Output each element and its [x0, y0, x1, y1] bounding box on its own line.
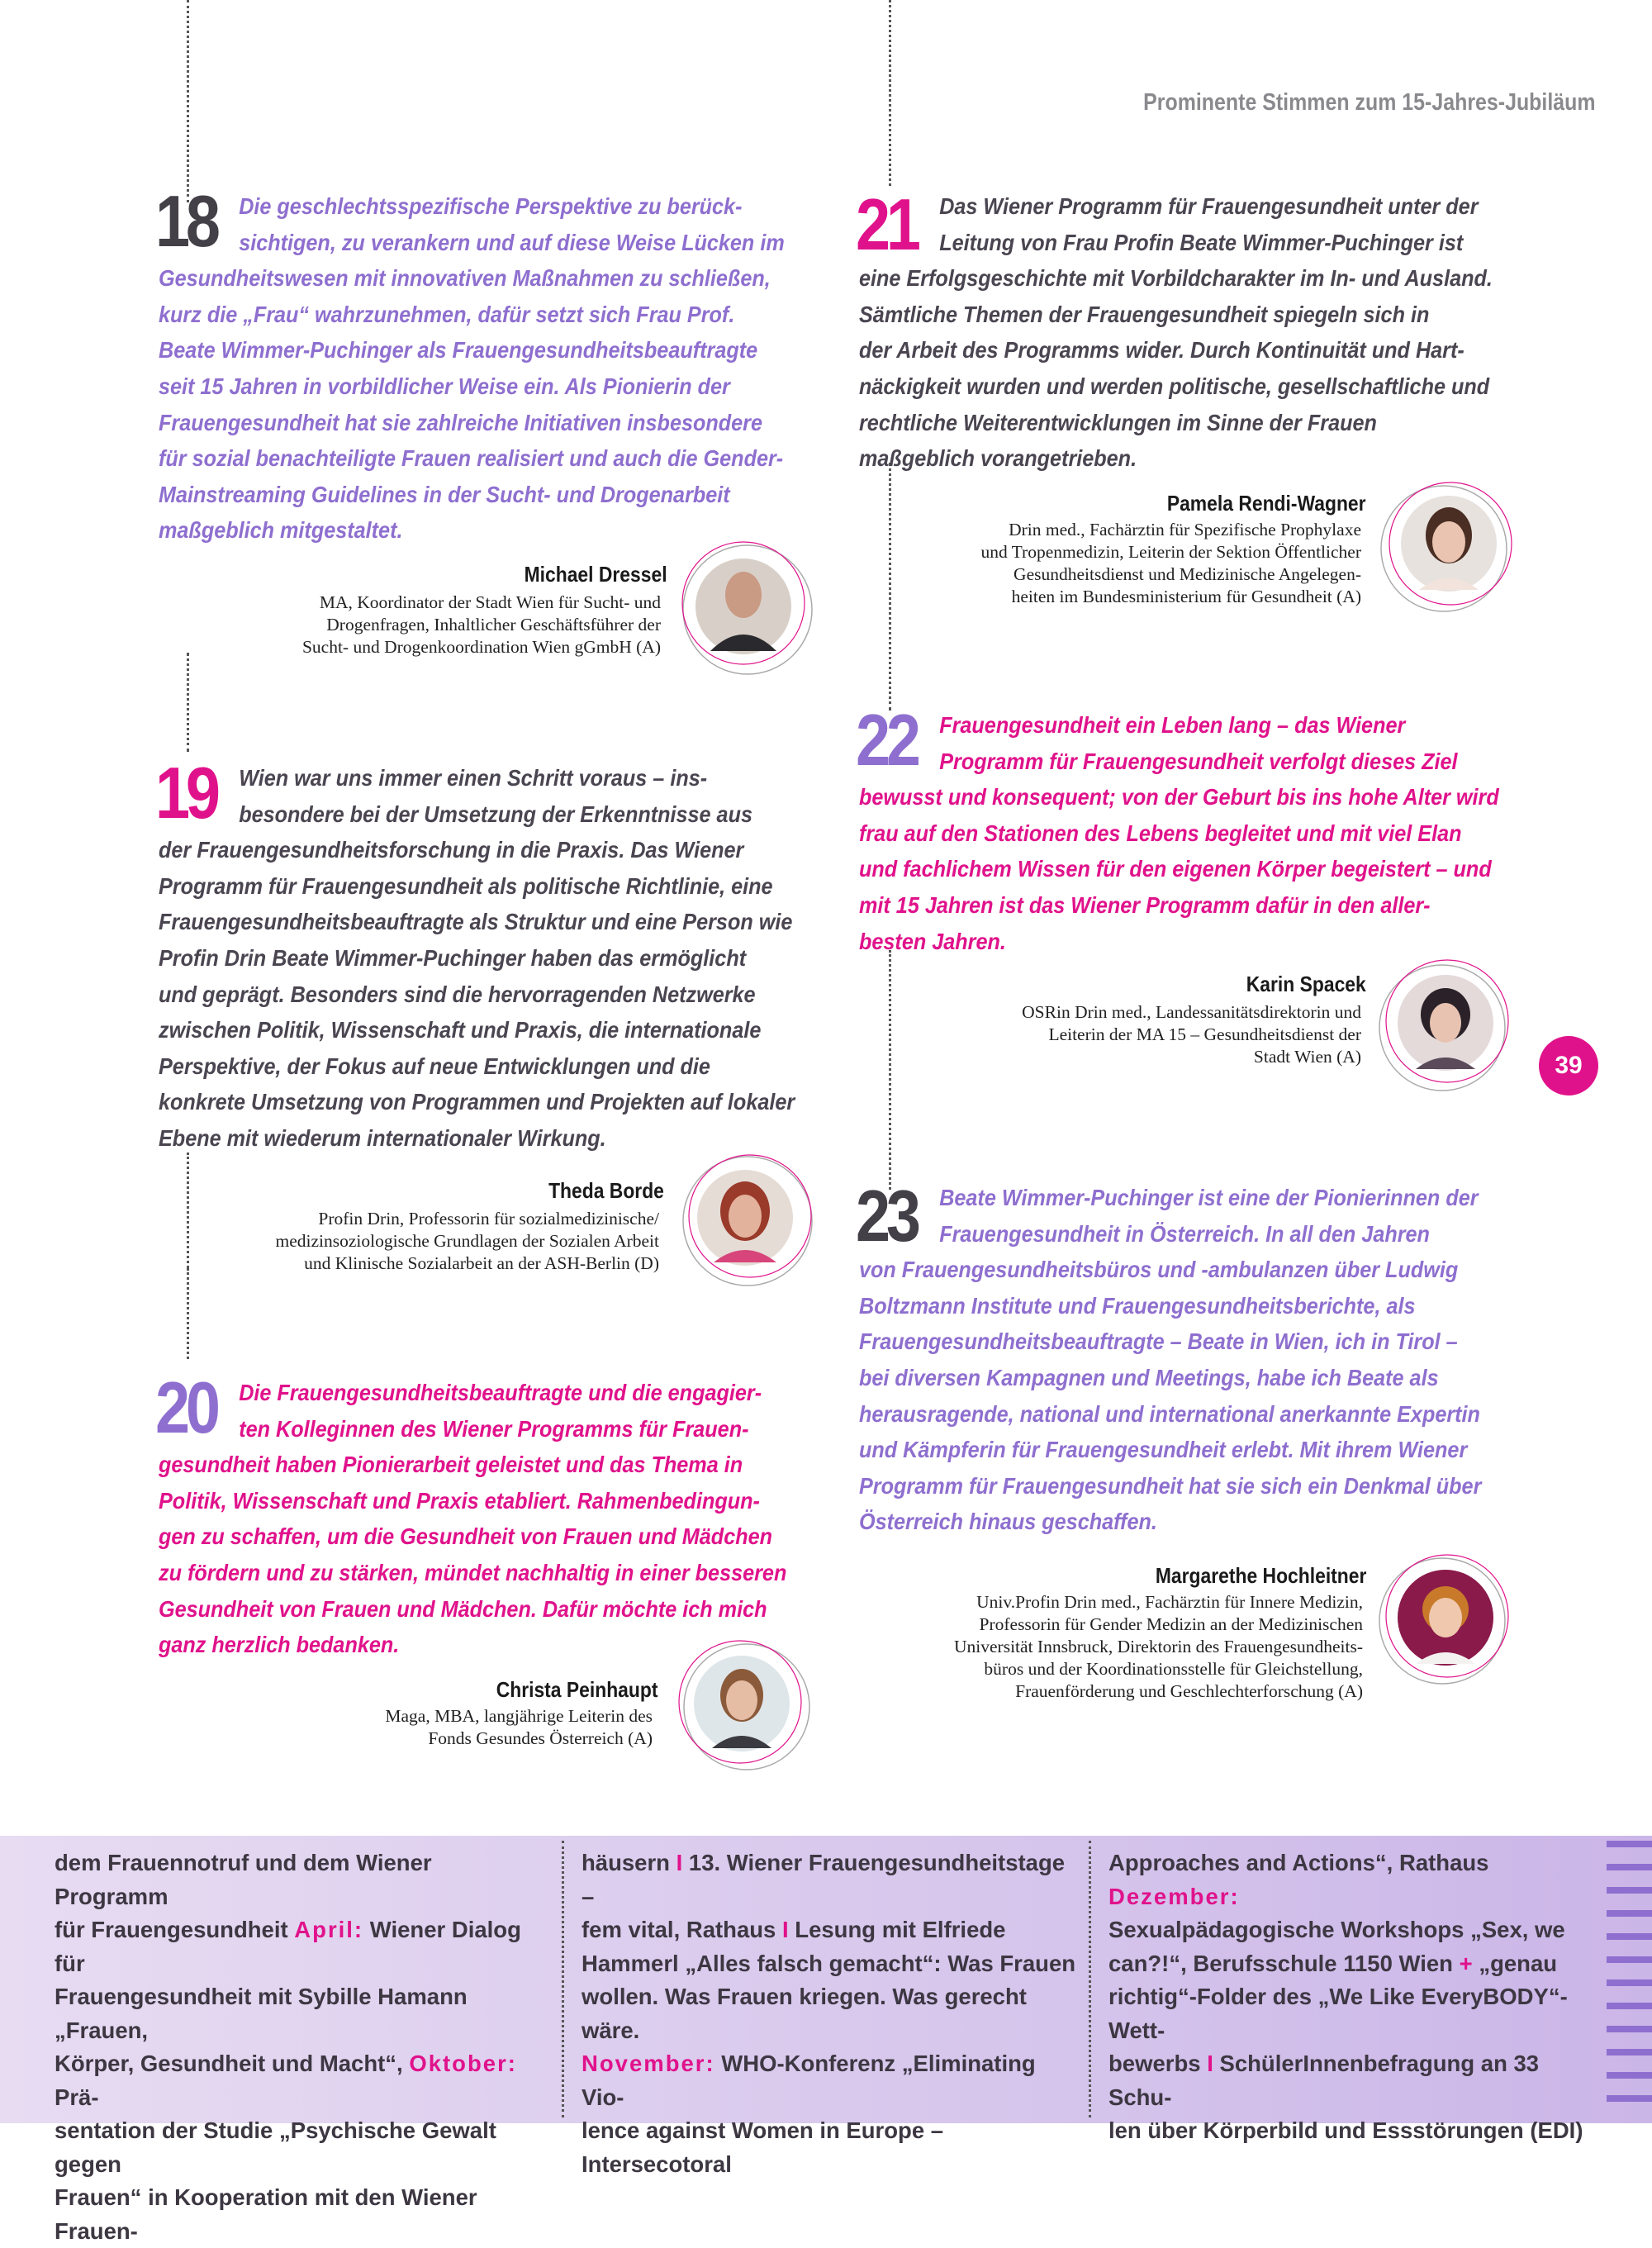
author-name: Margarethe Hochleitner — [1155, 1563, 1366, 1588]
divider-right-mid — [889, 463, 891, 711]
quote-line: Leitung von Frau Profin Beate Wimmer-Puchinger ist — [939, 229, 1464, 255]
quote-number: 18 — [155, 180, 216, 262]
quote-line: Die geschlechtsspezifische Perspektive zu berück- — [239, 193, 743, 219]
quote-line: der Frauengesundheitsforschung in die Praxis. Das Wiener — [159, 837, 744, 863]
quote-line: Österreich hinaus geschaffen. — [859, 1509, 1157, 1535]
quote-line: Frauengesundheit hat sie zahlreiche Initiativen insbesondere — [159, 409, 762, 435]
divider-left-mid2 — [187, 1153, 189, 1268]
quote-line: und fachlichem Wissen für den eigenen Körper begeistert – und — [859, 856, 1492, 882]
timeline-month: Oktober: — [409, 2051, 517, 2076]
quote-line: bei diversen Kampagnen und Meetings, habe ich Beate als — [859, 1364, 1439, 1390]
quote-line: ganz herzlich bedanken. — [159, 1632, 400, 1658]
timeline-text: wollen. Was Frauen kriegen. Was gerecht wäre. — [582, 1984, 1027, 2043]
quote-line: maßgeblich mitgestaltet. — [159, 517, 403, 544]
timeline-text: can?!“, Berufsschule 1150 Wien — [1108, 1950, 1460, 1976]
timeline-text: „genau — [1472, 1950, 1558, 1976]
quote-line: Frauengesundheitsbeauftragte – Beate in Wien, ich in Tirol – — [859, 1328, 1458, 1355]
timeline-month: Dezember: — [1108, 1883, 1240, 1909]
quote-line: Die Frauengesundheitsbeauftragte und die engagier- — [239, 1380, 762, 1405]
author-photo — [1376, 1548, 1517, 1689]
timeline-text: WHO-Konferenz „Eliminating Vio- — [582, 2051, 1036, 2110]
timeline-text: sentation der Studie „Psychische Gewalt gegen — [55, 2117, 496, 2177]
quote-line: Gesundheitswesen mit innovativen Maßnahmen zu schließen, — [159, 265, 771, 292]
author-photo — [674, 1633, 814, 1773]
timeline-divider — [562, 1841, 564, 2117]
author-description: Univ.Profin Drin med., Fachärztin für Innere Medizin, Professorin für Gender Medizin an der Medizinischen Universität Innsbruck, Direktorin des Frauengesundheits- büros und der Koordinationsstelle für Gleichstellung, Frauenförderung und Geschlechterforschung (A) — [954, 1592, 1363, 1701]
divider-left-mid — [187, 653, 189, 752]
quote-line: rechtliche Weiterentwicklungen im Sinne der Frauen — [859, 409, 1377, 435]
timeline-column-1 — [55, 1846, 550, 2248]
timeline-text: für Frauengesundheit — [55, 1917, 295, 1942]
author-description: Profin Drin, Professorin für sozialmedizinische/ medizinsoziologische Grundlagen der Sozialen Arbeit und Klinische Sozialarbeit an der ASH-Berlin (D) — [275, 1209, 659, 1273]
author-photo — [1379, 474, 1520, 615]
timeline-text: Körper, Gesundheit und Macht“, — [55, 2051, 410, 2076]
quote-text — [159, 188, 785, 549]
author-description: OSRin Drin med., Landessanitätsdirektorin und Leiterin der MA 15 – Gesundheitsdienst der Stadt Wien (A) — [1022, 1002, 1361, 1067]
quote-line: maßgeblich vorangetrieben. — [859, 445, 1137, 472]
author-photo — [677, 1148, 818, 1289]
timeline-separator: + — [1459, 1950, 1473, 1976]
quote-line: und geprägt. Besonders sind die hervorragenden Netzwerke — [159, 981, 756, 1007]
quote-line: Programm für Frauengesundheit verfolgt dieses Ziel — [939, 748, 1458, 774]
quote-text — [159, 1375, 786, 1663]
quote-text — [859, 707, 1499, 959]
quote-number: 20 — [155, 1366, 216, 1448]
quote-line: zu fördern und zu stärken, mündet nachhaltig in einer besseren — [159, 1559, 787, 1585]
quote-line: Perspektive, der Fokus auf neue Entwicklungen und die — [159, 1053, 710, 1079]
quote-line: gen zu schaffen, um die Gesundheit von Frauen und Mädchen — [159, 1523, 773, 1550]
author-name: Karin Spacek — [1246, 972, 1366, 996]
timeline-text: Hammerl „Alles falsch gemacht“: Was Frauen — [582, 1950, 1076, 1976]
quote-line: Das Wiener Programm für Frauengesundheit unter der — [939, 193, 1479, 219]
quote-line: Gesundheit von Frauen und Mädchen. Dafür möchte ich mich — [159, 1595, 767, 1622]
quote-line: gesundheit haben Pionierarbeit geleistet und das Thema in — [159, 1452, 743, 1478]
quote-number: 21 — [856, 183, 917, 265]
quote-line: seit 15 Jahren in vorbildlicher Weise ein. Als Pionierin der — [159, 373, 730, 399]
timeline-text: dem Frauennotruf und dem Wiener Programm — [55, 1850, 432, 1909]
divider-left-low — [187, 1268, 189, 1359]
author-name: Christa Peinhaupt — [496, 1677, 657, 1702]
timeline-text: lence against Women in Europe – Intersecotoral — [582, 2117, 944, 2177]
timeline-text: len über Körperbild und Essstörungen (EDI) — [1108, 2117, 1583, 2143]
divider-left-top — [187, 0, 189, 202]
quote-line: Frauengesundheitsbeauftragte als Struktur und eine Person wie — [159, 909, 793, 935]
quote-text — [859, 188, 1493, 477]
quote-text — [859, 1180, 1481, 1540]
author-name: Pamela Rendi-Wagner — [1167, 491, 1366, 516]
quote-line: von Frauengesundheitsbüros und -ambulanzen über Ludwig — [859, 1257, 1459, 1283]
quote-line: Programm für Frauengesundheit hat sie sich ein Denkmal über — [859, 1472, 1482, 1499]
timeline-text: Approaches and Actions“, Rathaus — [1108, 1850, 1489, 1875]
author-photo — [1376, 953, 1517, 1094]
quote-line: mit 15 Jahren ist das Wiener Programm dafür in den aller- — [859, 891, 1431, 918]
quote-line: Wien war uns immer einen Schritt voraus – ins- — [239, 765, 708, 791]
quote-line: ten Kolleginnen des Wiener Programms für Frauen- — [239, 1415, 749, 1442]
timeline-divider — [1089, 1841, 1091, 2117]
page-header: Prominente Stimmen zum 15-Jahres-Jubiläum — [1143, 89, 1596, 116]
timeline-separator: I — [782, 1917, 789, 1942]
timeline-separator: I — [676, 1850, 683, 1875]
quote-line: Ebene mit wiederum internationaler Wirkung. — [159, 1124, 606, 1151]
quote-line: herausragende, national und international anerkannte Expertin — [859, 1400, 1480, 1427]
quote-line: Programm für Frauengesundheit als politische Richtlinie, eine — [159, 872, 773, 899]
quote-line: Mainstreaming Guidelines in der Sucht- und Drogenarbeit — [159, 481, 730, 507]
quote-line: näckigkeit wurden und werden politische, gesellschaftliche und — [859, 373, 1490, 399]
quote-number: 23 — [856, 1175, 917, 1257]
quote-line: sichtigen, zu verankern und auf diese Weise Lücken im — [239, 229, 785, 255]
quote-line: eine Erfolgsgeschichte mit Vorbildcharakter im In- und Ausland. — [859, 265, 1493, 292]
timeline-text: Wiener Dialog für — [55, 1917, 521, 1976]
timeline-text: Prä- — [55, 2084, 99, 2110]
timeline-text: Sexualpädagogische Workshops „Sex, we — [1108, 1917, 1565, 1942]
quote-line: zwischen Politik, Wissenschaft und Praxis, die internationale — [159, 1017, 762, 1043]
quote-number: 22 — [856, 699, 917, 781]
timeline-text: richtig“-Folder des „We Like EveryBODY“-Wett- — [1108, 1984, 1568, 2043]
timeline-column-2 — [582, 1846, 1081, 2181]
author-name: Michael Dressel — [525, 562, 667, 587]
quote-line: Profin Drin Beate Wimmer-Puchinger haben das ermöglicht — [159, 944, 747, 971]
timeline-text: Lesung mit Elfriede — [788, 1917, 1006, 1942]
timeline-text: fem vital, Rathaus — [582, 1917, 782, 1942]
timeline-text: häusern — [582, 1850, 676, 1875]
quote-line: konkrete Umsetzung von Programmen und Projekten auf lokaler — [159, 1089, 795, 1115]
timeline-text: SchülerInnenbefragung an 33 Schu- — [1108, 2051, 1540, 2110]
page-number: 39 — [1539, 1036, 1598, 1095]
timeline-separator: I — [1207, 2051, 1213, 2076]
quote-line: Boltzmann Institute und Frauengesundheitsberichte, als — [859, 1292, 1416, 1319]
quote-line: und Kämpferin für Frauengesundheit erlebt. Mit ihrem Wiener — [859, 1437, 1468, 1463]
quote-line: besten Jahren. — [859, 928, 1006, 954]
quote-line: bewusst und konsequent; von der Geburt bis ins hohe Alter wird — [859, 784, 1499, 810]
quote-line: Frauengesundheit in Österreich. In all den Jahren — [939, 1220, 1430, 1247]
quote-line: Sämtliche Themen der Frauengesundheit spiegeln sich in — [859, 301, 1430, 327]
quote-line: Beate Wimmer-Puchinger ist eine der Pionierinnen der — [939, 1185, 1479, 1210]
quote-line: Beate Wimmer-Puchinger als Frauengesundheitsbeauftragte — [159, 337, 758, 364]
timeline-month: November: — [582, 2051, 715, 2076]
quote-number: 19 — [155, 752, 216, 834]
timeline-text: 13. Wiener Frauengesundheitstage – — [582, 1850, 1066, 1909]
quote-line: für sozial benachteiligte Frauen realisiert und auch die Gender- — [159, 445, 784, 472]
timeline-text: bewerbs — [1108, 2051, 1208, 2076]
divider-right-top — [889, 0, 891, 186]
author-description: Maga, MBA, langjährige Leiterin des Fonds Gesundes Österreich (A) — [385, 1706, 653, 1748]
author-photo — [677, 535, 818, 676]
timeline-month: April: — [294, 1917, 364, 1942]
quote-line: Politik, Wissenschaft und Praxis etabliert. Rahmenbedingun- — [159, 1487, 760, 1514]
timeline-column-3 — [1108, 1846, 1604, 2148]
author-description: Drin med., Fachärztin für Spezifische Prophylaxe und Tropenmedizin, Leiterin der Sektion Öffentlicher Gesundheitsdienst und Medizinische Angelegen- heiten im Bundesministerium für Gesundheit (A) — [980, 520, 1361, 606]
quote-line: der Arbeit des Programms wider. Durch Kontinuität und Hart- — [859, 337, 1464, 364]
quote-line: Frauengesundheit ein Leben lang – das Wiener — [939, 712, 1406, 738]
author-name: Theda Borde — [548, 1178, 664, 1203]
author-description: MA, Koordinator der Stadt Wien für Sucht- und Drogenfragen, Inhaltlicher Geschäftsführer der Sucht- und Drogenkoordination Wien gGmbH (A) — [301, 592, 661, 657]
divider-right-mid2 — [889, 950, 891, 1190]
quote-line: kurz die „Frau“ wahrzunehmen, dafür setzt sich Frau Prof. — [159, 301, 735, 327]
quote-line: besondere bei der Umsetzung der Erkenntnisse aus — [239, 801, 752, 827]
stripe-decoration — [1607, 1841, 1652, 2117]
timeline-text: Frauen“ in Kooperation mit den Wiener Frauen- — [55, 2184, 477, 2244]
quote-text — [159, 760, 795, 1157]
timeline-text: Frauengesundheit mit Sybille Hamann „Frauen, — [55, 1984, 468, 2043]
quote-line: frau auf den Stationen des Lebens begleitet und mit viel Elan — [859, 820, 1462, 846]
